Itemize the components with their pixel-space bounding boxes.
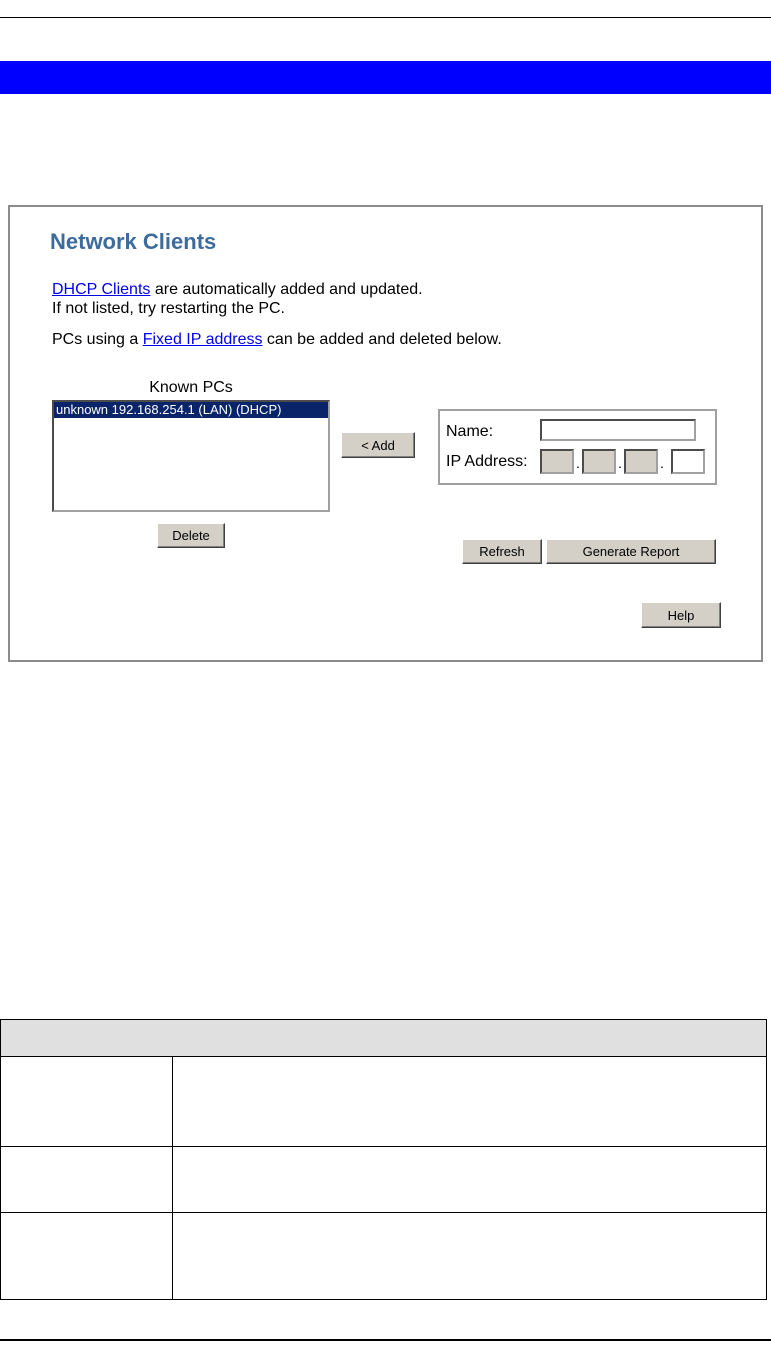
- known-pcs-label: Known PCs: [149, 379, 233, 396]
- table-cell: [173, 1147, 767, 1213]
- table-row: [1, 1213, 767, 1300]
- restart-hint: If not listed, try restarting the PC.: [52, 300, 285, 317]
- dhcp-clients-link[interactable]: DHCP Clients: [52, 281, 151, 298]
- fixed-ip-description: [52, 331, 502, 349]
- add-button[interactable]: < Add: [341, 432, 415, 458]
- table-row: [1, 1057, 767, 1147]
- table-cell: [1, 1057, 173, 1147]
- table-cell: [173, 1057, 767, 1147]
- ip-octet-2-field[interactable]: [582, 449, 616, 474]
- network-clients-panel: [8, 205, 763, 662]
- refresh-button[interactable]: Refresh: [462, 539, 542, 564]
- dhcp-description-text: are automatically added and updated.: [150, 281, 423, 298]
- dhcp-description: [52, 280, 423, 318]
- ip-dot: .: [618, 455, 622, 471]
- fixed-ip-text-pre: PCs using a: [52, 331, 143, 348]
- page-title: Network Clients: [50, 229, 217, 254]
- delete-button[interactable]: Delete: [157, 523, 225, 548]
- ip-octet-3-field[interactable]: [624, 449, 658, 474]
- data-table: [0, 1019, 767, 1300]
- top-rule: [0, 17, 771, 18]
- ip-octet-1-field[interactable]: [540, 449, 574, 474]
- table-cell: [1, 1147, 173, 1213]
- fixed-ip-link[interactable]: Fixed IP address: [142, 331, 263, 348]
- list-item[interactable]: unknown 192.168.254.1 (LAN) (DHCP): [54, 402, 328, 418]
- pc-entry-box: [438, 409, 717, 485]
- generate-report-button[interactable]: Generate Report: [546, 539, 716, 564]
- name-field[interactable]: [540, 419, 696, 441]
- ip-dot: .: [660, 455, 664, 471]
- ip-octet-4-field[interactable]: [671, 449, 705, 474]
- help-button[interactable]: Help: [641, 602, 721, 628]
- fixed-ip-text-post: can be added and deleted below.: [262, 331, 502, 348]
- table-cell: [1, 1213, 173, 1300]
- table-header-row: [1, 1020, 767, 1057]
- name-label: Name:: [446, 423, 494, 440]
- table-row: [1, 1147, 767, 1213]
- known-pcs-listbox[interactable]: [52, 400, 330, 512]
- table-header-cell: [1, 1020, 767, 1057]
- bottom-rule: [0, 1339, 771, 1341]
- table-cell: [173, 1213, 767, 1300]
- section-header-band: [0, 61, 771, 94]
- ip-address-label: IP Address:: [446, 453, 528, 470]
- ip-dot: .: [576, 455, 580, 471]
